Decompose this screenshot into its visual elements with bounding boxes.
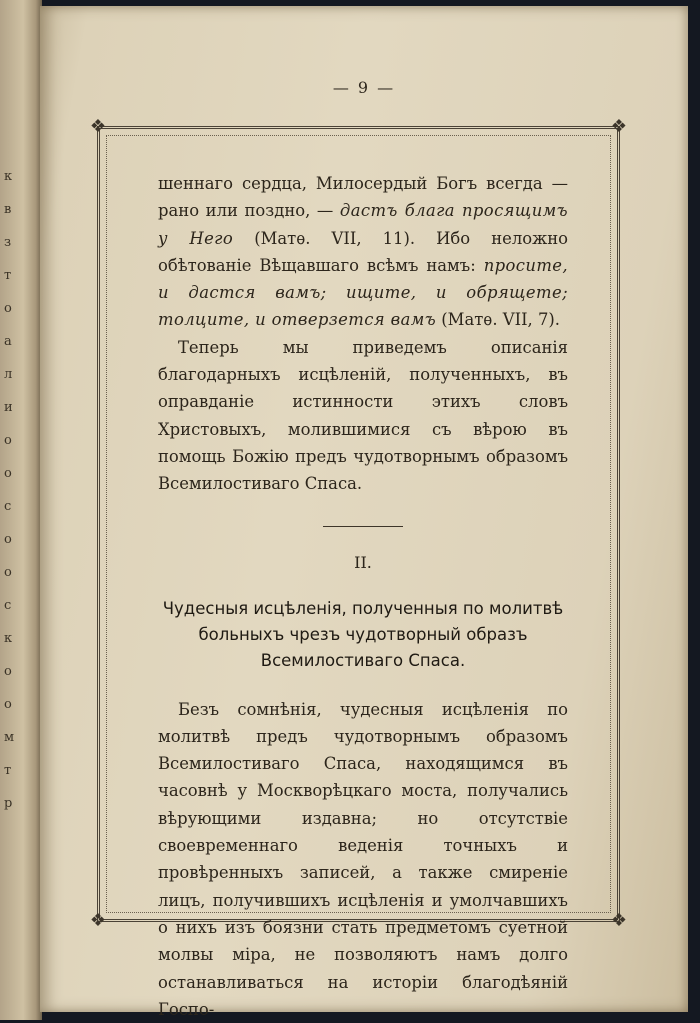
section-heading: Чудесныя исцѣленія, полученныя по молитвѣ больныхъ чрезъ чудотворный образъ Всемилостиваго Спаса. [162, 598, 564, 670]
text-run: (Матѳ. VII, 7). [436, 310, 561, 330]
paragraph-body: Безъ сомнѣнія, чудесныя исцѣленія по молитвѣ предъ чудотворнымъ образомъ Всемилостиваго Спаса, находящимся въ часовнѣ у Москворѣцкаго моста, получались вѣрующими издавна; но отсутствіе своевременнаго веденія точныхъ и провѣренныхъ записей, а также смиреніе лицъ, получившихъ исцѣленія и умолчавшихъ о нихъ изъ боязни стать предметомъ суетной молвы міра, не позволяютъ намъ долго останавливаться на исторіи благодѣяній Госпо- [158, 699, 568, 1019]
edge-letter: о [4, 664, 12, 679]
text-run: (Матѳ. VII, 11). Ибо неложно обѣтованіе Вѣщавшаго всѣмъ намъ: [158, 228, 569, 275]
frame-corner-ornament-icon: ❖ [610, 116, 628, 137]
edge-letter: р [4, 796, 13, 811]
edge-letter: а [4, 334, 12, 349]
edge-letter: к [4, 631, 13, 646]
edge-letter: о [4, 301, 12, 316]
edge-letter: о [4, 697, 12, 712]
edge-letter: м [4, 730, 15, 745]
paragraph-continued [158, 170, 568, 334]
text-run: шеннаго сердца, Милосердый Богъ всегда — рано или поздно, — [158, 174, 568, 221]
frame-corner-ornament-icon: ❖ [610, 910, 628, 931]
edge-letter: с [4, 499, 12, 514]
edge-letter: з [4, 235, 12, 250]
frame-corner-ornament-icon: ❖ [89, 910, 107, 931]
left-page-text [4, 160, 34, 820]
italic-quote: просите, и дастся вамъ; ищите, и обрящете; толците, и отверзется вамъ [158, 255, 568, 330]
page-number: — 9 — [332, 78, 396, 97]
left-page-edge [0, 0, 42, 1020]
section-number: II. [354, 552, 372, 572]
frame-corner-ornament-icon: ❖ [89, 116, 107, 137]
edge-letter: к [4, 169, 13, 184]
paragraph-intro: Теперь мы приведемъ описанія благодарныхъ исцѣленій, полученныхъ, въ оправданіе истинности этихъ словъ Христовыхъ, молившимися съ вѣрою въ помощь Божію предъ чудотворнымъ образомъ Всемилостиваго Спаса. [158, 337, 568, 494]
section-divider [323, 526, 403, 527]
edge-letter: т [4, 268, 12, 283]
edge-letter: о [4, 565, 12, 580]
edge-letter: о [4, 532, 12, 547]
page-content [158, 170, 568, 1023]
edge-letter: в [4, 202, 12, 217]
edge-letter: с [4, 598, 12, 613]
italic-quote: дастъ блага просящимъ у Него [158, 201, 568, 248]
edge-letter: о [4, 433, 12, 448]
edge-letter: л [4, 367, 13, 382]
edge-letter: т [4, 763, 12, 778]
edge-letter: о [4, 466, 12, 481]
edge-letter: и [4, 400, 13, 415]
